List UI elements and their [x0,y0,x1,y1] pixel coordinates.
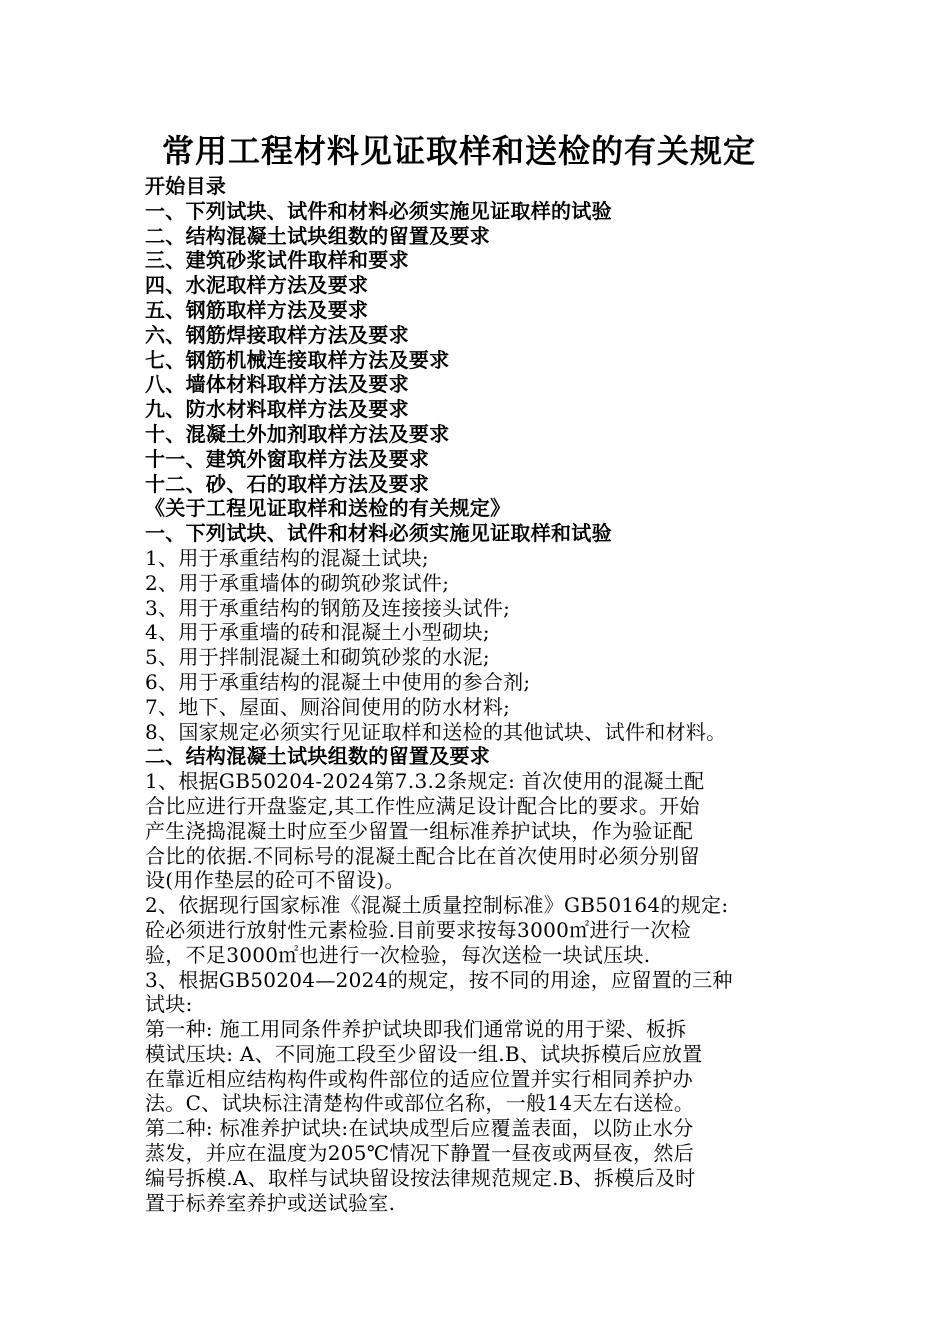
heading-line: 一、下列试块、试件和材料必须实施见证取样的试验 [145,198,612,223]
body-line: 3、根据GB50204—2024的规定，按不同的用途，应留置的三种 [145,967,733,992]
heading-line: 二、结构混凝土试块组数的留置及要求 [145,744,491,769]
heading-line: 《关于工程见证取样和送检的有关规定》 [145,496,511,521]
body-line: 置于标养室养护或送试验室. [145,1190,396,1215]
body-line: 在靠近相应结构构件或构件部位的适应位置并实行相同养护办 [145,1066,694,1091]
body-line: 第二种: 标准养护试块:在试块成型后应覆盖表面，以防止水分 [145,1116,694,1141]
heading-line: 四、水泥取样方法及要求 [145,273,369,298]
body-line: 3、用于承重结构的钢筋及连接接头试件; [145,595,511,620]
body-line: 设(用作垫层的砼可不留设)。 [145,868,405,893]
body-line: 7、地下、屋面、厕浴间使用的防水材料; [145,694,511,719]
heading-line: 九、防水材料取样方法及要求 [145,397,409,422]
heading-line: 八、墙体材料取样方法及要求 [145,372,409,397]
body-line: 合比应进行开盘鉴定,其工作性应满足设计配合比的要求。开始 [145,793,700,818]
body-line: 第一种: 施工用同条件养护试块即我们通常说的用于梁、板拆 [145,1017,687,1042]
heading-line: 一、下列试块、试件和材料必须实施见证取样和试验 [145,521,612,546]
body-line: 1、根据GB50204-2024第7.3.2条规定: 首次使用的混凝土配 [145,769,705,794]
heading-line: 十二、砂、石的取样方法及要求 [145,471,430,496]
body-line: 4、用于承重墙的砖和混凝土小型砌块; [145,620,490,645]
heading-line: 七、钢筋机械连接取样方法及要求 [145,347,450,372]
body-line: 合比的依据.不同标号的混凝土配合比在首次使用时必须分别留 [145,843,700,868]
body-line: 6、用于承重结构的混凝土中使用的参合剂; [145,669,531,694]
document-title: 常用工程材料见证取样和送检的有关规定 [162,132,757,170]
heading-line: 二、结构混凝土试块组数的留置及要求 [145,223,491,248]
body-line: 验，不足3000㎡也进行一次检验，每次送检一块试压块. [145,942,651,967]
document-page [145,128,825,1215]
body-line: 2、依据现行国家标准《混凝土质量控制标准》GB50164的规定: [145,893,729,918]
heading-line: 开始目录 [145,174,227,198]
document-body [145,174,825,1215]
body-line: 模试压块: A、不同施工段至少留设一组.B、试块拆模后应放置 [145,1041,703,1066]
body-line: 5、用于拌制混凝土和砌筑砂浆的水泥; [145,645,490,670]
body-line: 砼必须进行放射性元素检验.目前要求按每3000㎡进行一次检 [145,917,691,942]
body-line: 试块: [145,992,193,1017]
body-line: 2、用于承重墙体的砌筑砂浆试件; [145,570,450,595]
heading-line: 三、建筑砂浆试件取样和要求 [145,248,409,273]
body-line: 1、用于承重结构的混凝土试块; [145,545,429,570]
heading-line: 十、混凝土外加剂取样方法及要求 [145,421,450,446]
body-line: 8、国家规定必须实行见证取样和送检的其他试块、试件和材料。 [145,719,727,744]
body-line: 产生浇捣混凝土时应至少留置一组标准养护试块，作为验证配 [145,818,694,843]
heading-line: 十一、建筑外窗取样方法及要求 [145,446,430,471]
heading-line: 五、钢筋取样方法及要求 [145,297,369,322]
body-line: 蒸发，并应在温度为205℃情况下静置一昼夜或两昼夜，然后 [145,1141,694,1166]
body-line: 编号拆模.A、取样与试块留设按法律规范规定.B、拆模后及时 [145,1165,696,1190]
heading-line: 六、钢筋焊接取样方法及要求 [145,322,409,347]
body-line: 法。C、试块标注清楚构件或部位名称，一般14天左右送检。 [145,1091,695,1116]
